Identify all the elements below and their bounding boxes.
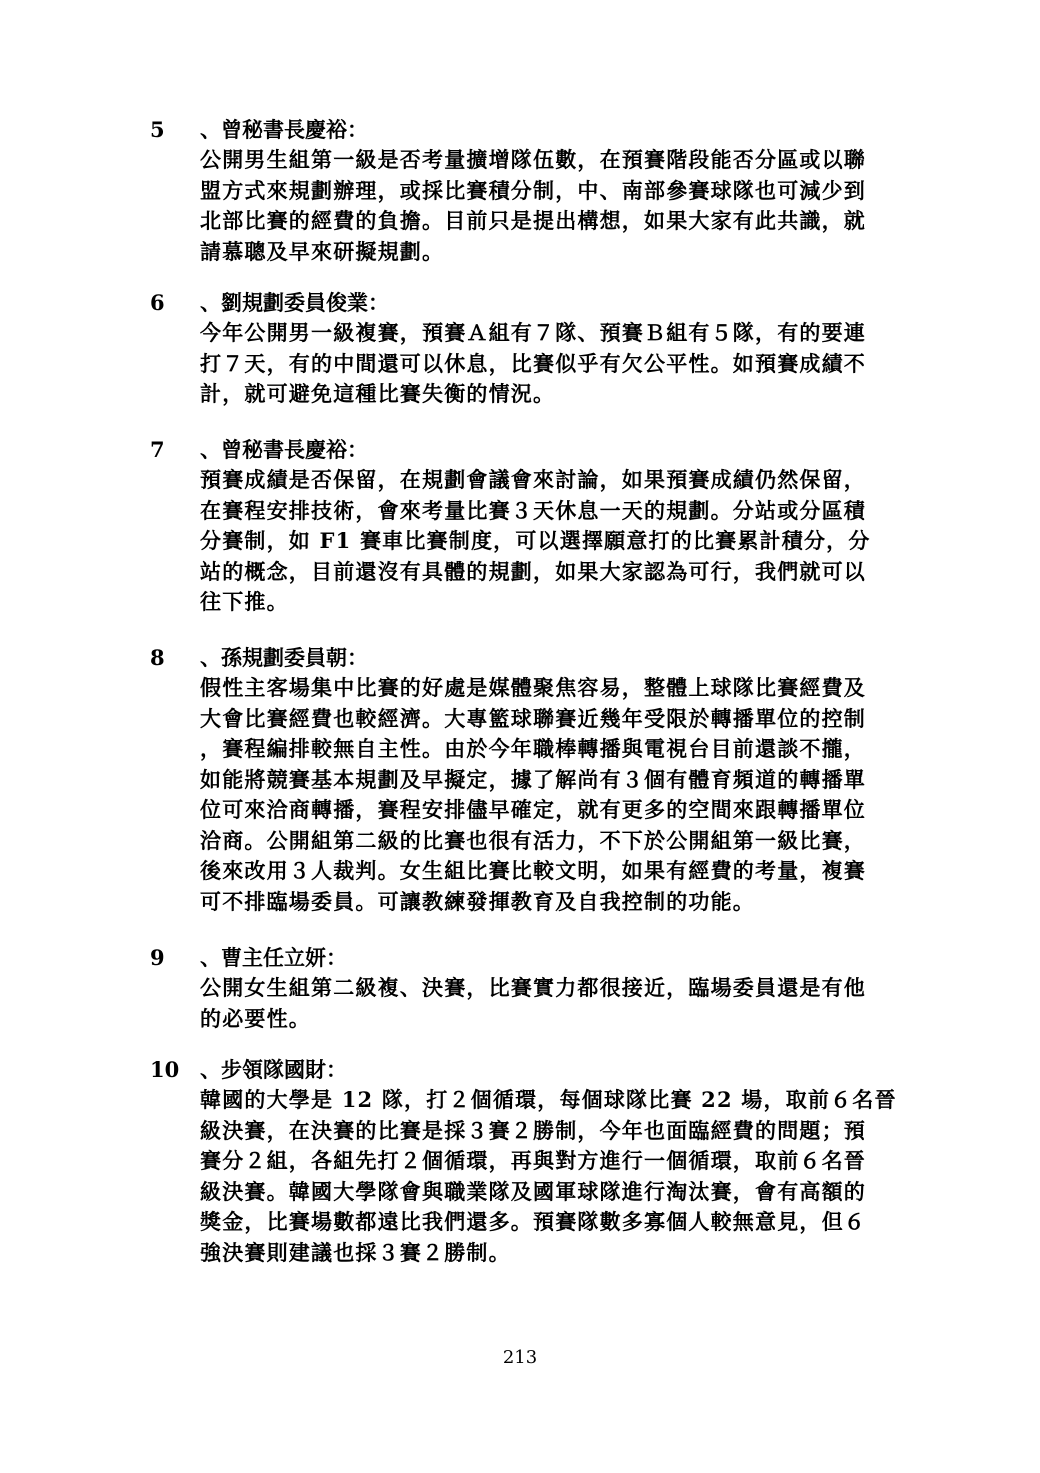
minutes-item-8 xyxy=(150,643,950,917)
minutes-item-6 xyxy=(150,288,950,410)
body-line: 站的概念，目前還沒有具體的規劃，如果大家認為可行，我們就可以 xyxy=(200,558,866,584)
minutes-item-5 xyxy=(150,115,950,267)
item-body xyxy=(200,145,940,267)
body-line: 後來改用３人裁判。女生組比賽比較文明，如果有經費的考量，複賽 xyxy=(200,858,866,883)
item-heading xyxy=(150,1055,950,1085)
item-number: 5 xyxy=(150,117,165,142)
item-speaker: 、步領隊國財： xyxy=(200,1057,347,1082)
body-line: 計，就可避免這種比賽失衡的情況。 xyxy=(200,381,556,406)
body-line: 如能將競賽基本規劃及早擬定，據了解尚有３個有體育頻道的轉播單 xyxy=(200,766,866,792)
body-line: 公開男生組第一級是否考量擴增隊伍數，在預賽階段能否分區或以聯 xyxy=(200,147,866,172)
item-body xyxy=(200,973,940,1034)
body-line: 請慕聰及早來研擬規劃。 xyxy=(200,238,445,264)
minutes-item-9 xyxy=(150,943,950,1034)
body-line: 的必要性。 xyxy=(200,1005,311,1031)
body-line: 假性主客場集中比賽的好處是媒體聚焦容易，整體上球隊比賽經費及 xyxy=(200,675,866,700)
body-line: 在賽程安排技術，會來考量比賽３天休息一天的規劃。分站或分區積 xyxy=(200,497,866,523)
body-line: 今年公開男一級複賽，預賽Ａ組有７隊、預賽Ｂ組有５隊，有的要連 xyxy=(200,320,866,345)
body-line: 公開女生組第二級複、決賽，比賽實力都很接近，臨場委員還是有他 xyxy=(200,975,866,1000)
body-line: 盟方式來規劃辦理，或採比賽積分制，中、南部參賽球隊也可減少到 xyxy=(200,177,866,203)
item-number: 9 xyxy=(150,945,165,970)
body-line: 級決賽。韓國大學隊會與職業隊及國軍球隊進行淘汰賽，會有高額的 xyxy=(200,1178,866,1204)
item-number: 10 xyxy=(150,1057,180,1082)
item-heading xyxy=(150,943,950,973)
body-line: 洽商。公開組第二級的比賽也很有活力，不下於公開組第一級比賽， xyxy=(200,827,866,853)
item-speaker: 、曾秘書長慶裕： xyxy=(200,437,368,462)
minutes-item-7 xyxy=(150,435,950,618)
body-line: 往下推。 xyxy=(200,589,289,614)
body-line: 位可來洽商轉播，賽程安排儘早確定，就有更多的空間來跟轉播單位 xyxy=(200,797,866,822)
item-body xyxy=(200,1085,940,1268)
body-line: 預賽成績是否保留，在規劃會議會來討論，如果預賽成績仍然保留， xyxy=(200,467,866,492)
item-heading xyxy=(150,643,950,673)
body-line: 強決賽則建議也採３賽２勝制。 xyxy=(200,1239,511,1265)
item-speaker: 、劉規劃委員俊業： xyxy=(200,290,389,315)
item-number: 7 xyxy=(150,437,165,462)
item-body xyxy=(200,465,940,618)
body-line: 打７天，有的中間還可以休息，比賽似乎有欠公平性。如預賽成績不 xyxy=(200,350,866,376)
body-line: 大會比賽經費也較經濟。大專籃球聯賽近幾年受限於轉播單位的控制 xyxy=(200,705,866,731)
item-speaker: 、曹主任立妍： xyxy=(200,945,347,970)
body-line: 分賽制，如 F1 賽車比賽制度，可以選擇願意打的比賽累計積分，分 xyxy=(200,528,871,553)
body-line: 級決賽，在決賽的比賽是採３賽２勝制，今年也面臨經費的問題；預 xyxy=(200,1117,866,1143)
minutes-item-10 xyxy=(150,1055,950,1268)
item-body xyxy=(200,318,940,410)
item-heading xyxy=(150,288,950,318)
page-number: 213 xyxy=(502,1347,538,1368)
body-line: 韓國的大學是 12 隊，打２個循環，每個球隊比賽 22 場，取前６名晉 xyxy=(200,1087,897,1112)
item-number: 6 xyxy=(150,290,165,315)
body-line: 獎金，比賽場數都遠比我們還多。預賽隊數多寡個人較無意見，但６ xyxy=(200,1209,866,1234)
body-line: ，賽程編排較無自主性。由於今年職棒轉播與電視台目前還談不攏， xyxy=(200,736,866,761)
body-line: 可不排臨場委員。可讓教練發揮教育及自我控制的功能。 xyxy=(200,888,755,914)
item-heading xyxy=(150,435,950,465)
item-speaker: 、曾秘書長慶裕： xyxy=(200,117,368,142)
body-line: 賽分２組，各組先打２個循環，再與對方進行一個循環，取前６名晉 xyxy=(200,1148,866,1173)
item-body xyxy=(200,673,940,917)
item-number: 8 xyxy=(150,645,165,670)
body-line: 北部比賽的經費的負擔。目前只是提出構想，如果大家有此共識，就 xyxy=(200,208,866,233)
item-speaker: 、孫規劃委員朝： xyxy=(200,645,368,670)
item-heading xyxy=(150,115,950,145)
